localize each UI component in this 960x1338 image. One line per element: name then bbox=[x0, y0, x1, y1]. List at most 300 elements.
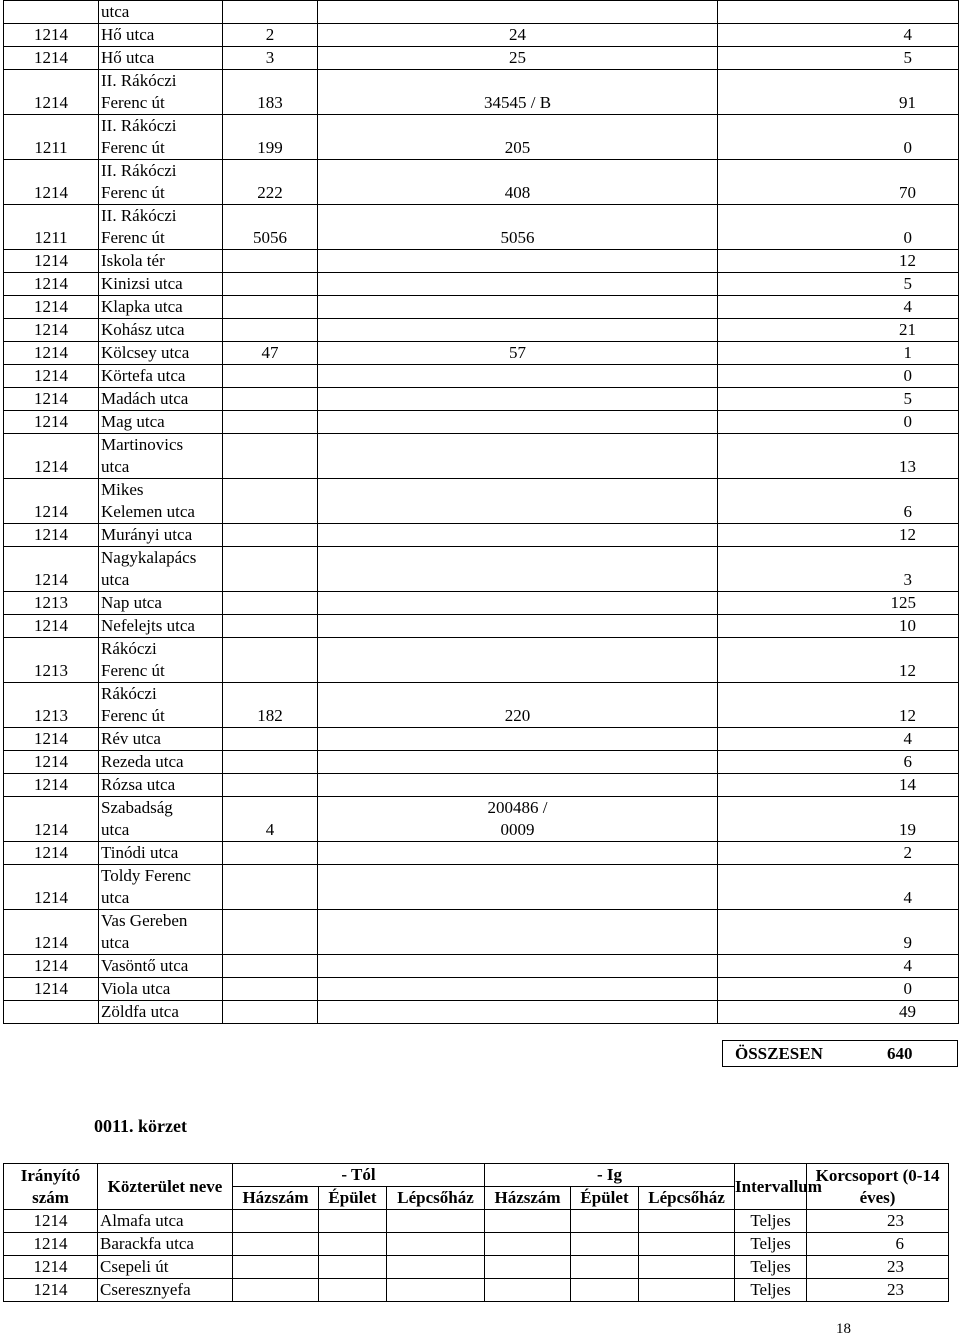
street-cell bbox=[99, 365, 223, 388]
to-number-value: 200486 / 0009 bbox=[487, 798, 548, 839]
street-line: Rezeda utca bbox=[101, 752, 184, 771]
count-cell: 4 bbox=[718, 296, 959, 319]
count-cell: 70 bbox=[718, 160, 959, 205]
zip-cell: 1214 bbox=[4, 479, 99, 524]
table-row bbox=[4, 434, 959, 479]
table-row bbox=[4, 638, 959, 683]
to-number-cell bbox=[318, 273, 718, 296]
street-cell bbox=[99, 683, 223, 728]
empty-cell bbox=[319, 1256, 387, 1279]
zip-cell: 1214 bbox=[4, 1233, 98, 1256]
to-number-cell bbox=[318, 296, 718, 319]
empty-cell bbox=[319, 1233, 387, 1256]
zip-cell: 1214 bbox=[4, 728, 99, 751]
street-line: utca bbox=[101, 2, 130, 21]
zip-cell: 1214 bbox=[4, 160, 99, 205]
table-row bbox=[4, 592, 959, 615]
street-cell bbox=[99, 388, 223, 411]
count-cell: 21 bbox=[718, 319, 959, 342]
zip-cell: 1214 bbox=[4, 434, 99, 479]
street-line: Kelemen utca bbox=[101, 502, 195, 521]
from-number-cell bbox=[223, 1001, 318, 1024]
interval-cell: Teljes bbox=[735, 1256, 807, 1279]
zip-cell: 1214 bbox=[4, 70, 99, 115]
empty-cell bbox=[387, 1256, 485, 1279]
street-line: Hő utca bbox=[101, 25, 155, 44]
from-number-cell bbox=[223, 955, 318, 978]
from-number-cell bbox=[223, 296, 318, 319]
street-line: II. Rákóczi bbox=[101, 71, 177, 90]
count-cell bbox=[718, 1, 959, 24]
interval-cell: Teljes bbox=[735, 1233, 807, 1256]
from-number-cell bbox=[223, 434, 318, 479]
from-number-cell bbox=[223, 638, 318, 683]
street-cell: Csepeli út bbox=[98, 1256, 233, 1279]
street-line: Klapka utca bbox=[101, 297, 183, 316]
street-line: utca bbox=[101, 888, 130, 907]
table-row bbox=[4, 842, 959, 865]
count-cell: 4 bbox=[718, 24, 959, 47]
empty-cell bbox=[233, 1256, 319, 1279]
street-line: Murányi utca bbox=[101, 525, 193, 544]
count-cell: 1 bbox=[718, 342, 959, 365]
street-line: Kohász utca bbox=[101, 320, 185, 339]
from-number-cell bbox=[223, 547, 318, 592]
count-cell: 5 bbox=[718, 388, 959, 411]
zip-cell: 1214 bbox=[4, 547, 99, 592]
street-line: Iskola tér bbox=[101, 251, 165, 270]
zip-cell: 1214 bbox=[4, 797, 99, 842]
to-number-cell bbox=[318, 751, 718, 774]
street-cell bbox=[99, 115, 223, 160]
zip-cell: 1214 bbox=[4, 524, 99, 547]
street-line: Ferenc út bbox=[101, 138, 165, 157]
from-number-cell bbox=[223, 250, 318, 273]
header-age-group: Korcsoport (0-14 éves) bbox=[807, 1164, 949, 1210]
empty-cell bbox=[233, 1210, 319, 1233]
street-line: Körtefa utca bbox=[101, 366, 186, 385]
table-row bbox=[4, 683, 959, 728]
count-cell: 12 bbox=[718, 638, 959, 683]
table-row bbox=[4, 1256, 949, 1279]
zip-cell: 1214 bbox=[4, 411, 99, 434]
count-cell: 0 bbox=[718, 205, 959, 250]
table-row bbox=[4, 365, 959, 388]
to-number-cell: 205 bbox=[318, 115, 718, 160]
empty-cell bbox=[571, 1210, 639, 1233]
empty-cell bbox=[639, 1233, 735, 1256]
zip-cell: 1213 bbox=[4, 683, 99, 728]
empty-cell bbox=[639, 1256, 735, 1279]
street-line: Kinizsi utca bbox=[101, 274, 183, 293]
street-cell: Almafa utca bbox=[98, 1210, 233, 1233]
street-line: Nefelejts utca bbox=[101, 616, 195, 635]
zip-cell: 1214 bbox=[4, 273, 99, 296]
count-cell: 19 bbox=[718, 797, 959, 842]
street-cell bbox=[99, 592, 223, 615]
count-cell: 9 bbox=[718, 910, 959, 955]
empty-cell bbox=[319, 1210, 387, 1233]
to-number-cell bbox=[318, 842, 718, 865]
empty-cell bbox=[485, 1233, 571, 1256]
empty-cell bbox=[387, 1210, 485, 1233]
to-number-cell bbox=[318, 728, 718, 751]
count-cell: 23 bbox=[807, 1279, 949, 1302]
street-line: Toldy Ferenc bbox=[101, 866, 191, 885]
to-number-cell bbox=[318, 365, 718, 388]
street-line: utca bbox=[101, 820, 130, 839]
count-cell: 6 bbox=[807, 1233, 949, 1256]
header-zip: Irányító szám bbox=[4, 1164, 98, 1210]
table-row bbox=[4, 319, 959, 342]
count-cell: 2 bbox=[718, 842, 959, 865]
to-number-cell: 34545 / B bbox=[318, 70, 718, 115]
to-number-cell: 5056 bbox=[318, 205, 718, 250]
count-cell: 0 bbox=[718, 411, 959, 434]
to-number-cell bbox=[318, 910, 718, 955]
from-number-cell bbox=[223, 1, 318, 24]
to-number-cell bbox=[318, 319, 718, 342]
header-to-building: Épület bbox=[571, 1187, 639, 1210]
zip-cell: 1214 bbox=[4, 388, 99, 411]
street-line: Ferenc út bbox=[101, 93, 165, 112]
empty-cell bbox=[387, 1233, 485, 1256]
street-line: Viola utca bbox=[101, 979, 171, 998]
from-number-cell: 183 bbox=[223, 70, 318, 115]
to-number-cell bbox=[318, 434, 718, 479]
street-cell bbox=[99, 479, 223, 524]
street-cell bbox=[99, 342, 223, 365]
street-cell bbox=[99, 411, 223, 434]
from-number-cell bbox=[223, 615, 318, 638]
to-number-cell bbox=[318, 592, 718, 615]
street-line: utca bbox=[101, 570, 130, 589]
count-cell: 0 bbox=[718, 115, 959, 160]
count-cell: 12 bbox=[718, 524, 959, 547]
count-cell: 125 bbox=[718, 592, 959, 615]
from-number-cell bbox=[223, 388, 318, 411]
from-number-cell bbox=[223, 479, 318, 524]
zip-cell: 1214 bbox=[4, 24, 99, 47]
table-row bbox=[4, 1001, 959, 1024]
header-to: - Ig bbox=[485, 1164, 735, 1187]
empty-cell bbox=[387, 1279, 485, 1302]
street-cell bbox=[99, 205, 223, 250]
street-cell bbox=[99, 160, 223, 205]
street-line: Tinódi utca bbox=[101, 843, 179, 862]
empty-cell bbox=[233, 1279, 319, 1302]
street-cell bbox=[99, 774, 223, 797]
count-cell: 49 bbox=[718, 1001, 959, 1024]
table-row bbox=[4, 250, 959, 273]
table-row bbox=[4, 296, 959, 319]
table-row bbox=[4, 479, 959, 524]
total-box bbox=[722, 1040, 958, 1067]
street-cell bbox=[99, 638, 223, 683]
zip-cell: 1213 bbox=[4, 638, 99, 683]
street-cell bbox=[99, 955, 223, 978]
empty-cell bbox=[485, 1210, 571, 1233]
table-row bbox=[4, 205, 959, 250]
street-line: Rév utca bbox=[101, 729, 161, 748]
to-number-cell bbox=[318, 547, 718, 592]
street-cell bbox=[99, 978, 223, 1001]
street-cell bbox=[99, 47, 223, 70]
from-number-cell bbox=[223, 365, 318, 388]
zip-cell: 1211 bbox=[4, 115, 99, 160]
table-row bbox=[4, 751, 959, 774]
empty-cell bbox=[319, 1279, 387, 1302]
to-number-cell bbox=[318, 388, 718, 411]
table-row bbox=[4, 865, 959, 910]
zip-cell: 1214 bbox=[4, 296, 99, 319]
table-row bbox=[4, 24, 959, 47]
count-cell: 3 bbox=[718, 547, 959, 592]
table-row bbox=[4, 547, 959, 592]
zip-cell: 1214 bbox=[4, 319, 99, 342]
header-from-staircase: Lépcsőház bbox=[387, 1187, 485, 1210]
from-number-cell bbox=[223, 865, 318, 910]
street-cell bbox=[99, 24, 223, 47]
table-row bbox=[4, 1233, 949, 1256]
from-number-cell: 4 bbox=[223, 797, 318, 842]
street-line: Rózsa utca bbox=[101, 775, 176, 794]
street-line: Rákóczi bbox=[101, 684, 157, 703]
empty-cell bbox=[485, 1256, 571, 1279]
from-number-cell bbox=[223, 411, 318, 434]
header-from-house: Házszám bbox=[233, 1187, 319, 1210]
to-number-cell bbox=[318, 250, 718, 273]
count-cell: 4 bbox=[718, 865, 959, 910]
street-cell bbox=[99, 865, 223, 910]
from-number-cell: 5056 bbox=[223, 205, 318, 250]
street-cell bbox=[99, 1, 223, 24]
table-row bbox=[4, 273, 959, 296]
header-to-house: Házszám bbox=[485, 1187, 571, 1210]
street-line: Ferenc út bbox=[101, 706, 165, 725]
zip-cell: 1214 bbox=[4, 365, 99, 388]
street-cell bbox=[99, 728, 223, 751]
empty-cell bbox=[571, 1233, 639, 1256]
from-number-cell bbox=[223, 751, 318, 774]
table-row bbox=[4, 615, 959, 638]
street-line: Vas Gereben bbox=[101, 911, 188, 930]
street-cell bbox=[99, 296, 223, 319]
street-cell bbox=[99, 319, 223, 342]
street-line: Kölcsey utca bbox=[101, 343, 190, 362]
header-interval-cell: Intervallum bbox=[735, 1164, 807, 1210]
from-number-cell: 199 bbox=[223, 115, 318, 160]
to-number-cell bbox=[318, 638, 718, 683]
zip-cell: 1214 bbox=[4, 955, 99, 978]
zip-cell: 1214 bbox=[4, 910, 99, 955]
interval-cell: Teljes bbox=[735, 1210, 807, 1233]
from-number-cell bbox=[223, 273, 318, 296]
to-number-cell bbox=[318, 411, 718, 434]
empty-cell bbox=[233, 1233, 319, 1256]
zip-cell: 1214 bbox=[4, 342, 99, 365]
table-row bbox=[4, 1210, 949, 1233]
street-cell bbox=[99, 70, 223, 115]
to-number-cell bbox=[318, 479, 718, 524]
street-line: Mikes bbox=[101, 480, 144, 499]
zip-cell: 1214 bbox=[4, 47, 99, 70]
count-cell: 12 bbox=[718, 250, 959, 273]
street-line: Nap utca bbox=[101, 593, 162, 612]
table-row bbox=[4, 910, 959, 955]
from-number-cell bbox=[223, 728, 318, 751]
street-cell bbox=[99, 524, 223, 547]
count-cell: 23 bbox=[807, 1256, 949, 1279]
street-line: Ferenc út bbox=[101, 661, 165, 680]
street-line: Madách utca bbox=[101, 389, 189, 408]
to-number-cell bbox=[318, 978, 718, 1001]
street-cell bbox=[99, 250, 223, 273]
table-row bbox=[4, 774, 959, 797]
district-title: 0011. körzet bbox=[94, 1116, 187, 1136]
table-row bbox=[4, 955, 959, 978]
zip-cell: 1211 bbox=[4, 205, 99, 250]
table-row bbox=[4, 411, 959, 434]
from-number-cell: 2 bbox=[223, 24, 318, 47]
count-cell: 23 bbox=[807, 1210, 949, 1233]
street-cell bbox=[99, 910, 223, 955]
header-to-staircase: Lépcsőház bbox=[639, 1187, 735, 1210]
zip-cell: 1214 bbox=[4, 1210, 98, 1233]
empty-cell bbox=[571, 1256, 639, 1279]
street-cell: Barackfa utca bbox=[98, 1233, 233, 1256]
zip-cell: 1214 bbox=[4, 250, 99, 273]
count-cell: 0 bbox=[718, 978, 959, 1001]
count-cell: 4 bbox=[718, 955, 959, 978]
to-number-cell: 57 bbox=[318, 342, 718, 365]
street-line: Ferenc út bbox=[101, 228, 165, 247]
zip-cell: 1214 bbox=[4, 751, 99, 774]
from-number-cell bbox=[223, 842, 318, 865]
from-number-cell bbox=[223, 592, 318, 615]
street-cell bbox=[99, 547, 223, 592]
count-cell: 0 bbox=[718, 365, 959, 388]
street-line: Zöldfa utca bbox=[101, 1002, 179, 1021]
street-line: Mag utca bbox=[101, 412, 165, 431]
street-cell: Cseresznyefa bbox=[98, 1279, 233, 1302]
from-number-cell bbox=[223, 978, 318, 1001]
street-line: Rákóczi bbox=[101, 639, 157, 658]
zip-cell bbox=[4, 1, 99, 24]
count-cell: 91 bbox=[718, 70, 959, 115]
empty-cell bbox=[485, 1279, 571, 1302]
table-row bbox=[4, 47, 959, 70]
to-number-cell bbox=[318, 1001, 718, 1024]
header-from-building: Épület bbox=[319, 1187, 387, 1210]
zip-cell: 1214 bbox=[4, 774, 99, 797]
to-number-cell: 25 bbox=[318, 47, 718, 70]
zip-cell: 1214 bbox=[4, 842, 99, 865]
from-number-cell: 182 bbox=[223, 683, 318, 728]
table-row bbox=[4, 524, 959, 547]
street-line: Hő utca bbox=[101, 48, 155, 67]
to-number-cell bbox=[318, 865, 718, 910]
from-number-cell bbox=[223, 910, 318, 955]
to-number-cell bbox=[318, 1, 718, 24]
table-row bbox=[4, 1, 959, 24]
zip-cell: 1214 bbox=[4, 1256, 98, 1279]
street-cell bbox=[99, 434, 223, 479]
to-number-cell: 408 bbox=[318, 160, 718, 205]
from-number-cell: 47 bbox=[223, 342, 318, 365]
zip-cell: 1213 bbox=[4, 592, 99, 615]
street-line: II. Rákóczi bbox=[101, 116, 177, 135]
zip-cell: 1214 bbox=[4, 978, 99, 1001]
street-line: utca bbox=[101, 457, 130, 476]
street-line: Nagykalapács bbox=[101, 548, 197, 567]
count-cell: 14 bbox=[718, 774, 959, 797]
street-line: Martinovics bbox=[101, 435, 184, 454]
street-line: Ferenc út bbox=[101, 183, 165, 202]
street-table bbox=[3, 0, 959, 1024]
count-cell: 13 bbox=[718, 434, 959, 479]
table-row bbox=[4, 342, 959, 365]
zip-cell: 1214 bbox=[4, 615, 99, 638]
table-row bbox=[4, 115, 959, 160]
to-number-cell bbox=[318, 774, 718, 797]
table-row bbox=[4, 70, 959, 115]
district-table bbox=[3, 1163, 949, 1302]
count-cell: 6 bbox=[718, 751, 959, 774]
street-line: II. Rákóczi bbox=[101, 206, 177, 225]
zip-cell: 1214 bbox=[4, 865, 99, 910]
table-row bbox=[4, 160, 959, 205]
total-value: 640 bbox=[887, 1044, 913, 1063]
page-number: 18 bbox=[836, 1321, 851, 1337]
empty-cell bbox=[571, 1279, 639, 1302]
to-number-cell: 220 bbox=[318, 683, 718, 728]
count-cell: 10 bbox=[718, 615, 959, 638]
street-line: II. Rákóczi bbox=[101, 161, 177, 180]
street-line: Szabadság bbox=[101, 798, 173, 817]
from-number-cell: 222 bbox=[223, 160, 318, 205]
street-cell bbox=[99, 751, 223, 774]
to-number-cell bbox=[318, 955, 718, 978]
street-cell bbox=[99, 273, 223, 296]
from-number-cell bbox=[223, 774, 318, 797]
table-row bbox=[4, 978, 959, 1001]
table-row bbox=[4, 388, 959, 411]
zip-cell: 1214 bbox=[4, 1279, 98, 1302]
empty-cell bbox=[639, 1210, 735, 1233]
table-row bbox=[4, 728, 959, 751]
table-row bbox=[4, 797, 959, 842]
count-cell: 6 bbox=[718, 479, 959, 524]
street-line: Vasöntő utca bbox=[101, 956, 189, 975]
from-number-cell bbox=[223, 524, 318, 547]
count-cell: 5 bbox=[718, 47, 959, 70]
count-cell: 5 bbox=[718, 273, 959, 296]
to-number-cell: 24 bbox=[318, 24, 718, 47]
street-cell bbox=[99, 842, 223, 865]
interval-cell: Teljes bbox=[735, 1279, 807, 1302]
count-cell: 12 bbox=[718, 683, 959, 728]
to-number-cell bbox=[318, 797, 718, 842]
street-cell bbox=[99, 797, 223, 842]
header-street: Közterület neve bbox=[98, 1164, 233, 1210]
empty-cell bbox=[639, 1279, 735, 1302]
from-number-cell bbox=[223, 319, 318, 342]
from-number-cell: 3 bbox=[223, 47, 318, 70]
zip-cell bbox=[4, 1001, 99, 1024]
to-number-cell bbox=[318, 524, 718, 547]
to-number-cell bbox=[318, 615, 718, 638]
